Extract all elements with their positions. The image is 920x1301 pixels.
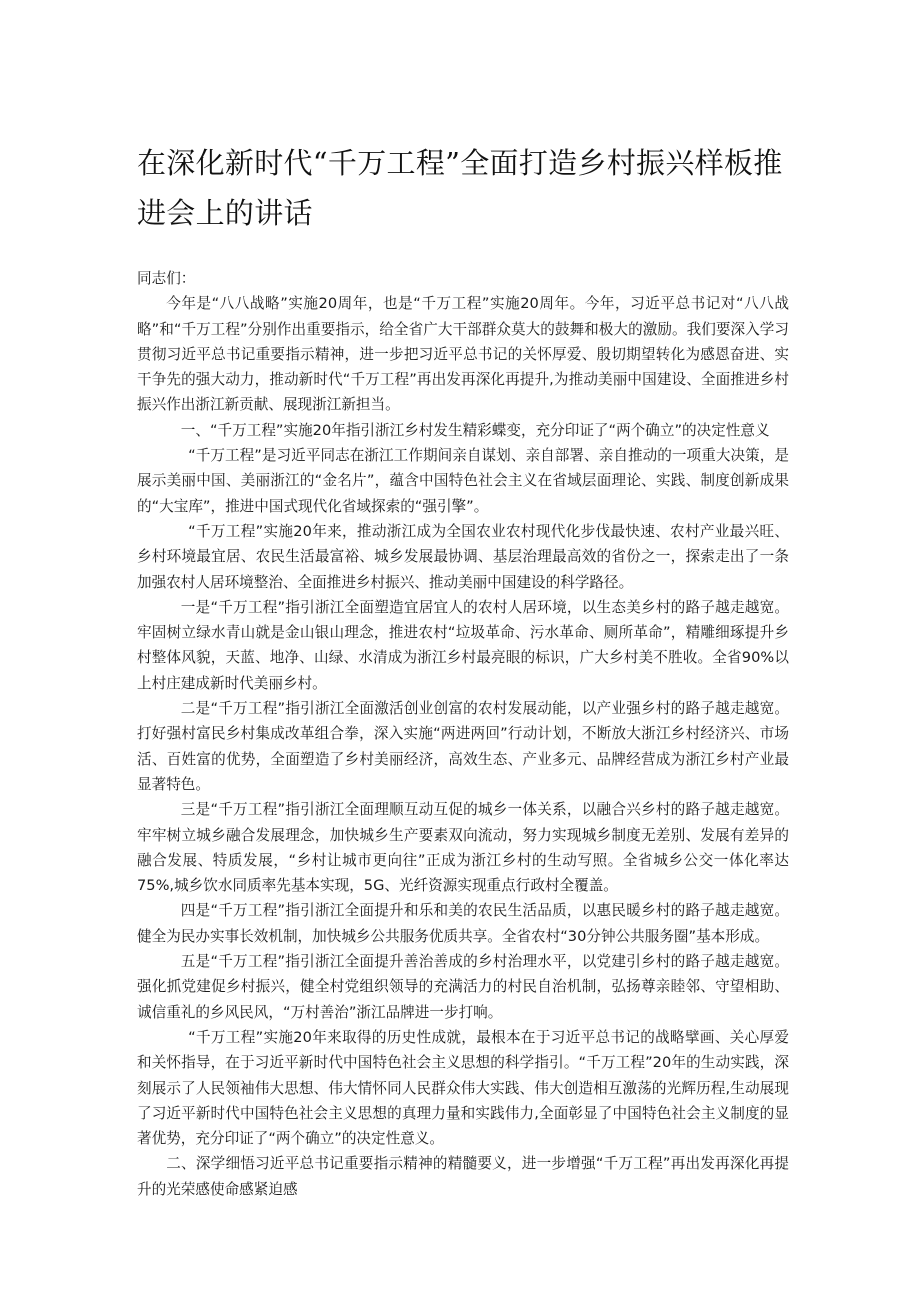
salutation: 同志们： xyxy=(137,270,196,287)
paragraph-point-4: 四是“千万工程”指引浙江全面提升和乐和美的农民生活品质，以惠民暖乡村的路子越走越宽。健全为民办实事长效机制，加快城乡公共服务优质共享。全省农村“30分钟公共服务圈”基本形成。 xyxy=(137,902,789,945)
paragraph-summary: “千万工程”实施20年来取得的历史性成就，最根本在于习近平总书记的战略擘画、关心厚爱和关怀指导，在于习近平新时代中国特色社会主义思想的科学指引。“千万工程”20年的生动实践，深刻展示了人民领袖伟大思想、伟大情怀同人民群众伟大实践、伟大创造相互激荡的光辉历程,生动展现了习近平新时代中国特色社会主义思想的真理力量和实践伟力,全面彰显了中国特色社会主义制度的显著优势，充分印证了“两个确立”的决定性意义。 xyxy=(137,1028,789,1148)
paragraph-point-5: 五是“千万工程”指引浙江全面提升善治善成的乡村治理水平，以党建引乡村的路子越走越宽。强化抓党建促乡村振兴，健全村党组织领导的充满活力的村民自治机制，弘扬尊亲睦邻、守望相助、诚信重礼的乡风民风，“万村善治”浙江品牌进一步打响。 xyxy=(137,953,789,1021)
section-heading-2: 二、深学细悟习近平总书记重要指示精神的精髓要义，进一步增强“千万工程”再出发再深化再提升的光荣感使命感紧迫感 xyxy=(137,1155,789,1198)
document-body xyxy=(137,266,789,1202)
paragraph-point-2: 二是“千万工程”指引浙江全面激活创业创富的农村发展动能，以产业强乡村的路子越走越宽。打好强村富民乡村集成改革组合拳，深入实施“两进两回”行动计划，不断放大浙江乡村经济兴、市场活、百姓富的优势，全面塑造了乡村美丽经济，高效生态、产业多元、品牌经营成为浙江乡村产业最显著特色。 xyxy=(137,700,789,793)
paragraph-definition: “千万工程”是习近平同志在浙江工作期间亲自谋划、亲自部署、亲自推动的一项重大决策，是展示美丽中国、美丽浙江的“金名片”，蕴含中国特色社会主义在省域层面理论、实践、制度创新成果的“大宝库”，推进中国式现代化省域探索的“强引擎”。 xyxy=(137,447,789,515)
paragraph-point-1: 一是“千万工程”指引浙江全面塑造宜居宜人的农村人居环境，以生态美乡村的路子越走越宽。牢固树立绿水青山就是金山银山理念，推进农村“垃圾革命、污水革命、厕所革命”，精雕细琢提升乡村整体风貌，天蓝、地净、山绿、水清成为浙江乡村最亮眼的标识，广大乡村美不胜收。全省90%以上村庄建成新时代美丽乡村。 xyxy=(137,598,790,692)
document-page xyxy=(137,0,789,1202)
section-heading-1: 一、“千万工程”实施20年指引浙江乡村发生精彩蝶变，充分印证了“两个确立”的决定性意义 xyxy=(180,421,770,439)
paragraph-intro: 今年是“八八战略”实施20周年，也是“千万工程”实施20周年。今年，习近平总书记对“八八战略”和“千万工程”分别作出重要指示，给全省广大干部群众莫大的鼓舞和极大的激励。我们要深入学习贯彻习近平总书记重要指示精神，进一步把习近平总书记的关怀厚爱、殷切期望转化为感恩奋进、实干争先的强大动力，推动新时代“千万工程”再出发再深化再提升,为推动美丽中国建设、全面推进乡村振兴作出浙江新贡献、展现浙江新担当。 xyxy=(137,295,789,414)
paragraph-point-3: 三是“千万工程”指引浙江全面理顺互动互促的城乡一体关系，以融合兴乡村的路子越走越宽。牢牢树立城乡融合发展理念，加快城乡生产要素双向流动，努力实现城乡制度无差别、发展有差异的融合发展、特质发展，“乡村让城市更向往”正成为浙江乡村的生动写照。全省城乡公交一体化率达75%,城乡饮水同质率先基本实现，5G、光纤资源实现重点行政村全覆盖。 xyxy=(137,801,789,895)
document-title: 在深化新时代“千万工程”全面打造乡村振兴样板推进会上的讲话 xyxy=(137,146,783,230)
paragraph-achievements: “千万工程”实施20年来，推动浙江成为全国农业农村现代化步伐最快速、农村产业最兴旺、乡村环境最宜居、农民生活最富裕、城乡发展最协调、基层治理最高效的省份之一，探索走出了一条加强农村人居环境整治、全面推进乡村振兴、推动美丽中国建设的科学路径。 xyxy=(137,522,789,591)
